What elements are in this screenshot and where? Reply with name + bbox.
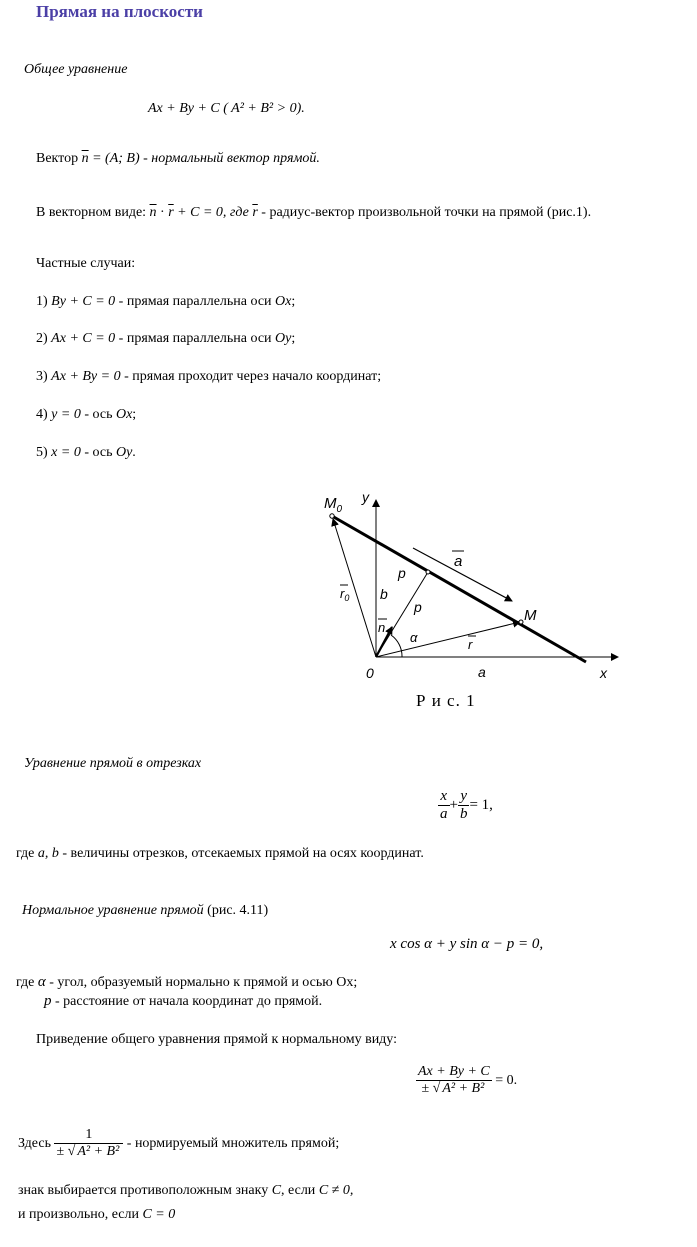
case-item: 3) Ax + By = 0 - прямая проходит через начало координат;: [36, 369, 382, 384]
page-title: Прямая на плоскости: [36, 2, 203, 21]
label-p-segment: p: [398, 565, 406, 581]
point-m0: [330, 514, 334, 518]
label-p-vector: p: [414, 599, 422, 615]
normal-equation: x cos α + y sin α − p = 0,: [390, 936, 544, 952]
normal-where-alpha: где α - угол, образуемый нормально к прямой и осью Ox;: [16, 974, 358, 990]
figure-caption: Р и с. 1: [416, 691, 476, 710]
case-item: 1) By + C = 0 - прямая параллельна оси Ox;: [36, 294, 296, 309]
vector-r: $\overline{r}$: [252, 205, 258, 220]
label-vector-a: a: [454, 553, 463, 570]
normal-where-p: p - расстояние от начала координат до прямой.: [44, 993, 323, 1009]
label-b: b: [380, 586, 388, 602]
figure-line-diagram: [300, 482, 630, 722]
intercept-heading: Уравнение прямой в отрезках: [24, 756, 202, 771]
label-y: y: [362, 489, 369, 505]
vector-form-suffix: - радиус-вектор произвольной точки на прямой (рис.1).: [261, 205, 592, 220]
point-foot: [426, 570, 430, 574]
intercept-equation: $\frac{x}{a}$ + $\frac{y}{b}$ = 1,: [440, 788, 493, 823]
intercept-where: где a, b - величины отрезков, отсекаемых прямой на осях координат.: [16, 846, 424, 861]
normal-vector-line: [36, 151, 320, 167]
reduction-equation: $\frac{Ax + By + C}{\text{± √ A² + B²}}$ = 0.: [418, 1064, 518, 1097]
norm-factor-line: Здесь $\frac{1}{\text{± √ A² + B²}}$ - нормируемый множитель прямой;: [18, 1127, 340, 1160]
angle-arc: [391, 635, 402, 657]
label-alpha: α: [410, 630, 418, 645]
arbitrary-rule-line: и произвольно, если C = 0: [18, 1207, 176, 1222]
reduction-heading: Приведение общего уравнения прямой к нормальному виду:: [36, 1032, 398, 1047]
normal-eq-heading: Нормальное уравнение прямой (рис. 4.11): [22, 903, 269, 918]
label-r: r: [468, 637, 473, 652]
point-m: [519, 620, 523, 624]
vector-form-prefix: В векторном виде:: [36, 205, 147, 220]
general-heading: Общее уравнение: [24, 62, 128, 77]
normal-suffix: = (A; B) - нормальный вектор прямой.: [92, 151, 320, 166]
vector-r: $\overline{r}$: [168, 205, 174, 220]
label-a-segment: a: [478, 664, 486, 680]
label-m0: $M_0$: [324, 495, 343, 515]
normal-prefix: Вектор: [36, 151, 79, 166]
vector-r: [376, 622, 520, 657]
label-m: M: [524, 607, 537, 624]
vector-n: $\overline{n}$: [81, 151, 89, 166]
case-item: 5) x = 0 - ось Oy.: [36, 445, 136, 460]
main-line: [332, 516, 586, 662]
vector-form-mid: + C = 0, где: [177, 205, 249, 220]
label-r0: $r_0$: [340, 586, 350, 603]
dot-operator: ·: [160, 205, 165, 220]
label-x: x: [600, 665, 607, 681]
sign-rule-line: знак выбирается противоположным знаку C, если C ≠ 0,: [18, 1183, 354, 1198]
vector-n: $\overline{n}$: [149, 205, 157, 220]
case-item: 4) y = 0 - ось Ox;: [36, 407, 137, 422]
vector-a: [413, 548, 512, 601]
cases-heading: Частные случаи:: [36, 256, 136, 271]
label-origin: 0: [366, 665, 374, 681]
label-n: n: [378, 620, 386, 635]
general-equation: Ax + By + C ( A² + B² > 0).: [148, 101, 305, 116]
case-item: 2) Ax + C = 0 - прямая параллельна оси Oy;: [36, 331, 296, 346]
vector-form-line: [36, 205, 591, 221]
